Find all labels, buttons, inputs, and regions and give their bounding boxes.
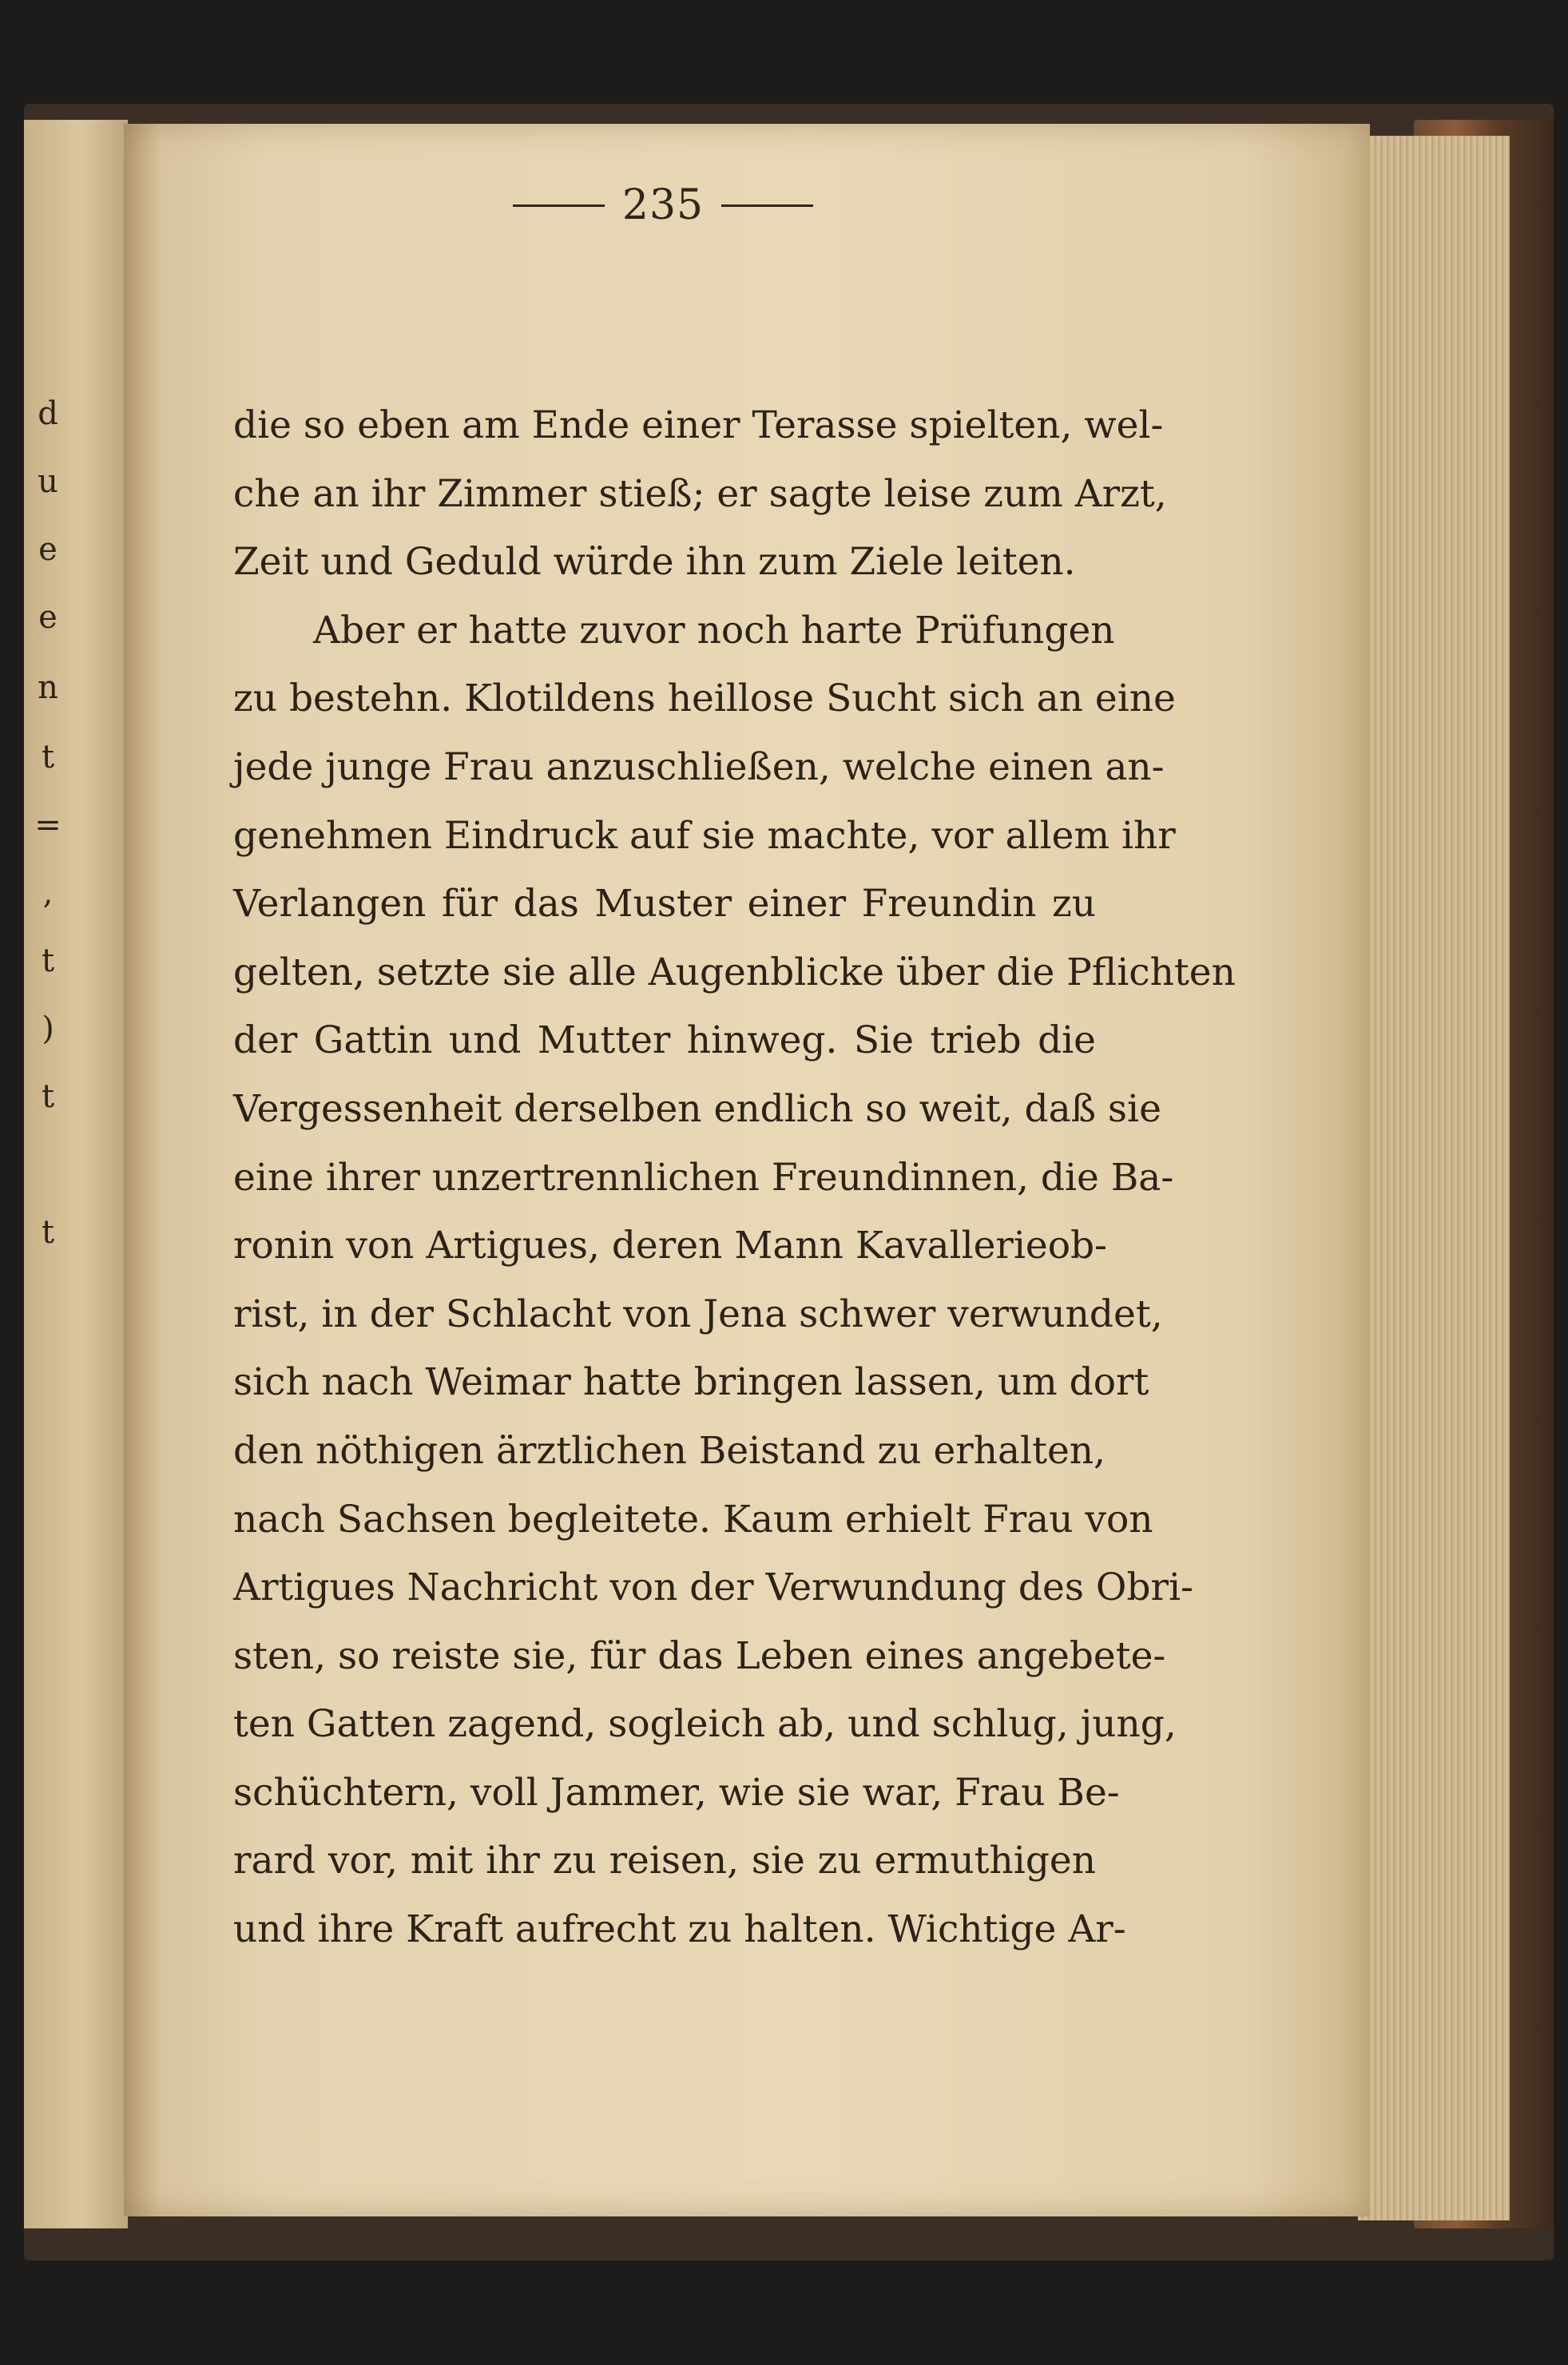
facing-page-fragment: n	[38, 669, 58, 706]
text-line: genehmen Eindruck auf sie machte, vor allem ihr	[233, 813, 1176, 858]
text-line: sich nach Weimar hatte bringen lassen, um dort	[233, 1360, 1149, 1405]
body-text	[233, 391, 1236, 1964]
text-line: che an ihr Zimmer stieß; er sagte leise zum Arzt,	[233, 471, 1167, 516]
text-line: Verlangen für das Muster einer Freundin zu	[233, 882, 1096, 927]
page-edges	[1358, 136, 1510, 2220]
text-line: Zeit und Geduld würde ihn zum Ziele leiten.	[233, 540, 1076, 585]
facing-page-fragment: t	[41, 942, 55, 979]
text-line: zu bestehn. Klotildens heillose Sucht sich an eine	[233, 677, 1176, 721]
facing-page-fragment: )	[42, 1010, 54, 1047]
text-line: sten, so reiste sie, für das Leben eines angebete-	[233, 1633, 1166, 1678]
text-line: nach Sachsen begleitete. Kaum erhielt Frau von	[233, 1497, 1153, 1542]
facing-page-fragment: e	[38, 599, 58, 636]
facing-page-fragment: t	[41, 739, 55, 776]
text-line: Artigues Nachricht von der Verwundung des Obri-	[233, 1565, 1193, 1610]
text-line: der Gattin und Mutter hinweg. Sie trieb die	[233, 1018, 1096, 1063]
text-line: schüchtern, voll Jammer, wie sie war, Frau Be-	[233, 1770, 1120, 1815]
text-line: ronin von Artigues, deren Mann Kavallerieob-	[233, 1224, 1108, 1268]
facing-page-fragment: u	[38, 463, 58, 500]
text-line: die so eben am Ende einer Terasse spielten, wel-	[233, 403, 1164, 447]
text-line: gelten, setzte sie alle Augenblicke über die Pflichten	[233, 950, 1236, 994]
facing-page-fragment: t	[41, 1078, 55, 1115]
header-rule-right	[721, 204, 813, 207]
page-number: 235	[621, 181, 705, 229]
text-line: eine ihrer unzertrennlichen Freundinnen, die Ba-	[233, 1155, 1174, 1200]
text-line: jede junge Frau anzuschließen, welche einen an-	[233, 744, 1165, 789]
text-line: den nöthigen ärztlichen Beistand zu erhalten,	[233, 1428, 1106, 1473]
facing-page-fragment: ,	[42, 875, 54, 911]
header-rule-left	[513, 204, 605, 207]
text-line: rard vor, mit ihr zu reisen, sie zu ermuthigen	[233, 1839, 1096, 1883]
text-line: ten Gatten zagend, sogleich ab, und schlug, jung,	[233, 1702, 1177, 1747]
running-head	[495, 177, 831, 233]
facing-page-edge	[24, 120, 128, 2228]
facing-page-fragment: d	[38, 395, 58, 432]
text-line: Aber er hatte zuvor noch harte Prüfungen	[313, 608, 1115, 653]
facing-page-fragment: t	[41, 1214, 55, 1251]
text-line: Vergessenheit derselben endlich so weit, daß sie	[233, 1086, 1161, 1131]
text-line: und ihre Kraft aufrecht zu halten. Wichtige Ar-	[233, 1907, 1126, 1952]
facing-page-fragment: e	[38, 531, 58, 568]
facing-page-fragment: =	[34, 807, 62, 843]
text-line: rist, in der Schlacht von Jena schwer verwundet,	[233, 1292, 1163, 1336]
